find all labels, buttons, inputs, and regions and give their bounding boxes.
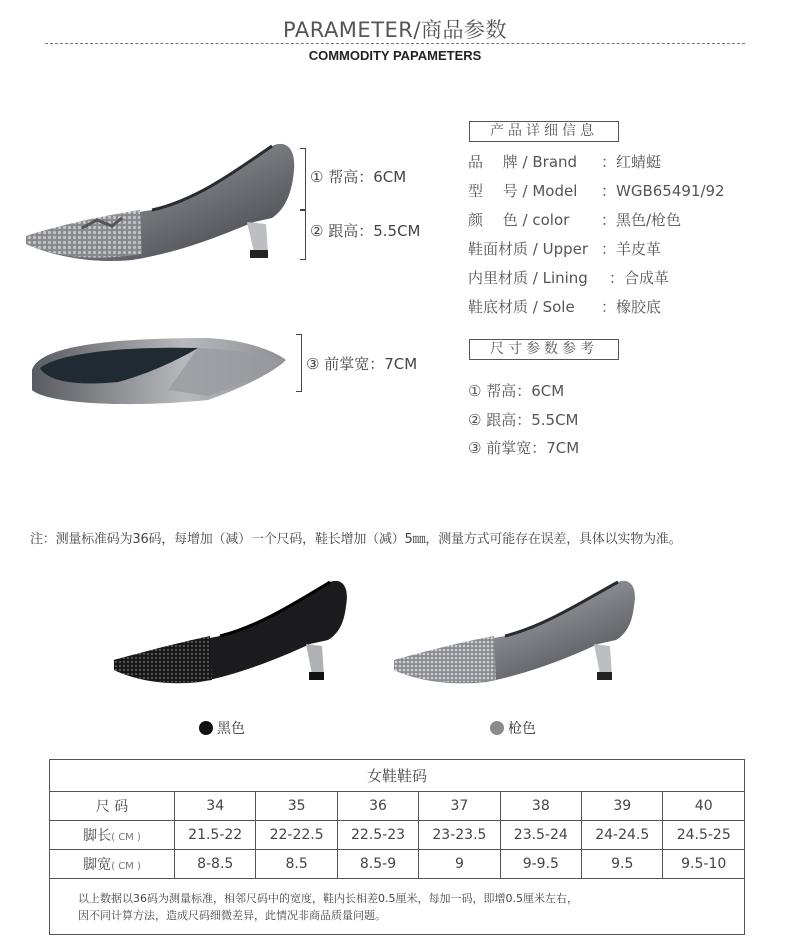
width-cell: 9.5 [582,850,663,879]
info-row-lining [468,267,670,288]
info-row-color [468,209,682,230]
page-title: PARAMETER/商品参数 [283,18,507,42]
width-cell: 9 [419,850,500,879]
size-ref-forefoot-width: ③ 前掌宽：7CM [468,439,580,457]
info-key: 内里材质 / Lining [468,269,588,287]
length-cell: 22-22.5 [256,821,337,850]
color-name: 枪色 [508,721,536,737]
width-cell: 8.5 [256,850,337,879]
size-reference-heading: 尺寸参数参考 [469,339,619,360]
length-cell: 24-24.5 [582,821,663,850]
size-cell: 40 [663,792,745,821]
remark-line-1: 以上数据以36码为测量标准，相邻尺码中的宽度，鞋内长相差0.5厘米，每加一码，即增0.5厘米左右， [78,891,578,905]
width-cell: 9.5-10 [663,850,745,879]
info-row-brand [468,151,662,172]
width-cell: 8.5-9 [337,850,418,879]
foot-width-row [50,850,745,879]
width-cell: 9-9.5 [500,850,581,879]
size-chart-title: 女鞋鞋码 [50,760,745,792]
info-value: ：WGB65491/92 [601,182,725,200]
gunmetal-swatch-icon [490,721,504,735]
shoe-side-view-image [22,140,302,270]
info-key: 型 号 / Model [468,182,578,200]
gunmetal-shoe-image [390,576,640,691]
upper-height-bracket [300,148,306,210]
info-value: ：羊皮革 [601,240,662,258]
info-key: 鞋面材质 / Upper [468,240,589,258]
size-cell: 38 [500,792,581,821]
black-shoe-image [110,576,350,691]
black-swatch-icon [199,721,213,735]
info-value: ：红蜻蜓 [601,153,662,171]
product-info-heading: 产品详细信息 [469,121,619,142]
upper-height-label: ① 帮高：6CM [310,168,407,186]
info-key: 颜 色 / color [468,211,570,229]
measurement-note: 注：测量标准码为36码，每增加（减）一个尺码，鞋长增加（减）5㎜，测量方式可能存在误差，具体以实物为准。 [30,532,682,547]
info-value: ：合成革 [609,269,670,287]
info-value: ：橡胶底 [601,298,662,316]
size-row [50,792,745,821]
length-cell: 24.5-25 [663,821,745,850]
remark-line-2: 因不同计算方法，造成尺码细微差异，此情况非商品质量问题。 [78,908,386,922]
color-option-black [199,718,245,738]
page-subtitle: COMMODITY PAPAMETERS [308,48,482,63]
size-ref-heel-height: ② 跟高：5.5CM [468,411,579,429]
forefoot-width-bracket [296,334,302,392]
length-cell: 23-23.5 [419,821,500,850]
size-cell: 37 [419,792,500,821]
forefoot-width-label: ③ 前掌宽：7CM [306,355,418,373]
size-cell: 39 [582,792,663,821]
size-cell: 35 [256,792,337,821]
foot-length-label: 脚长( CM ) [50,821,175,850]
size-cell: 36 [337,792,418,821]
shoe-top-view-image [28,330,288,410]
size-ref-upper-height: ① 帮高：6CM [468,382,565,400]
heel-height-bracket [300,210,306,260]
foot-length-row [50,821,745,850]
size-chart-table [49,759,745,935]
header-divider [45,43,745,44]
length-cell: 21.5-22 [175,821,256,850]
color-option-gunmetal [490,718,536,738]
size-chart-remark [50,879,745,935]
foot-width-label: 脚宽( CM ) [50,850,175,879]
length-cell: 22.5-23 [337,821,418,850]
heel-height-label: ② 跟高：5.5CM [310,222,421,240]
info-row-sole [468,296,662,317]
color-name: 黑色 [217,721,245,737]
info-row-upper [468,238,662,259]
size-cell: 34 [175,792,256,821]
info-row-model [468,180,725,201]
info-key: 品 牌 / Brand [468,153,578,171]
info-value: ：黑色/枪色 [601,211,682,229]
width-cell: 8-8.5 [175,850,256,879]
size-row-label: 尺 码 [50,792,175,821]
length-cell: 23.5-24 [500,821,581,850]
info-key: 鞋底材质 / Sole [468,298,575,316]
